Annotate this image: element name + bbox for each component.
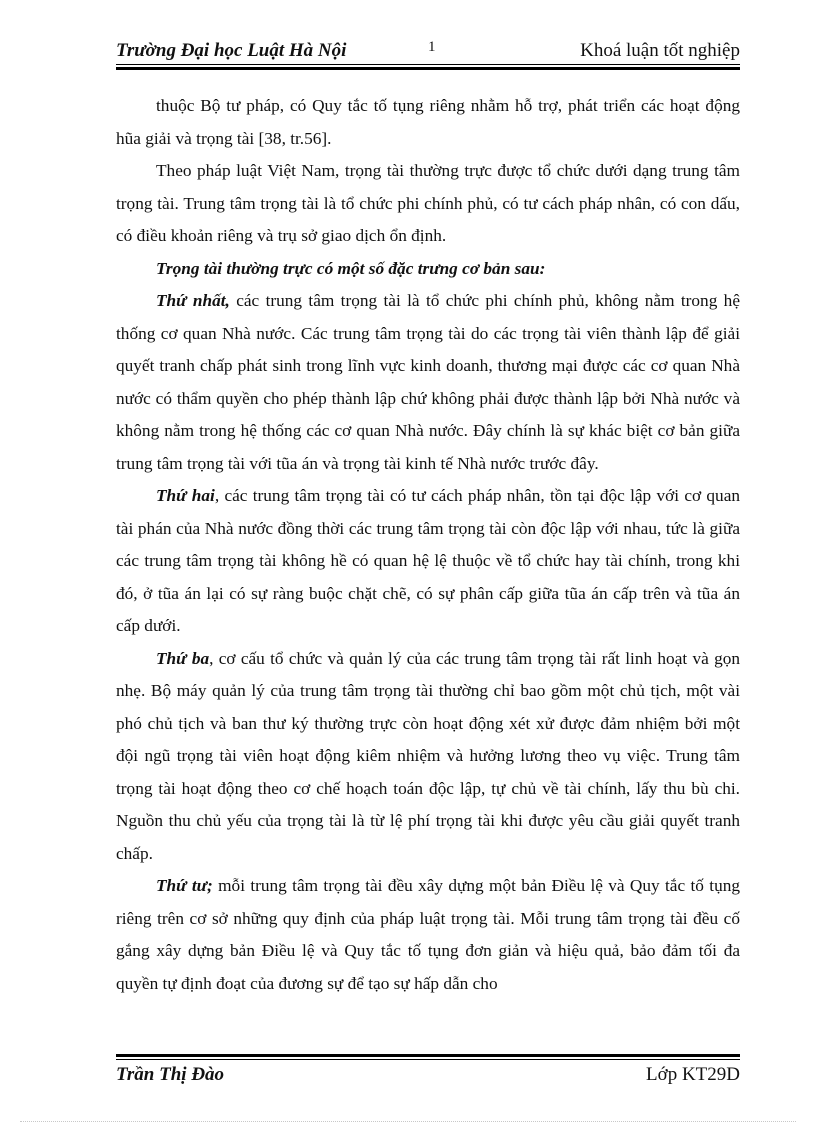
header-university: Trường Đại học Luật Hà Nội — [116, 40, 347, 61]
header-document-type: Khoá luận tốt nghiệp — [580, 40, 740, 61]
paragraph-6-text: mỗi trung tâm trọng tài đều xây dựng một bản Điều lệ và Quy tắc tố tụng riêng trên cơ sở những quy định của pháp luật trọng tài. Mỗi trung tâm trọng tài đều cố gắng xây dựng bản Điều lệ và Quy tắc tố tụng đơn giản và hiệu quả, bảo đảm tối đa quyền tự định đoạt của đương sự để tạo sự hấp dẫn cho — [116, 876, 740, 993]
header-rule-thin — [116, 64, 740, 65]
paragraph-5-label: Thứ ba — [156, 648, 210, 668]
page-footer — [116, 1062, 740, 1088]
header-rule-thick — [116, 67, 740, 70]
subheading: Trọng tài thường trực có một số đặc trưng cơ bản sau: — [156, 258, 546, 278]
paragraph-1: thuộc Bộ tư pháp, có Quy tắc tố tụng riêng nhằm hỗ trợ, phát triển các hoạt động hũa giải và trọng tài [38, tr.56]. — [116, 96, 740, 148]
footer-rule-thin — [116, 1059, 740, 1060]
paragraph-4 — [116, 480, 740, 643]
paragraph-5 — [116, 643, 740, 871]
paragraph-6 — [116, 870, 740, 1000]
paragraph-3-text: các trung tâm trọng tài là tổ chức phi chính phủ, không nằm trong hệ thống cơ quan Nhà nước. Các trung tâm trọng tài do các trọng tài viên thành lập để giải quyết tranh chấp phát sinh trong lĩnh vực kinh doanh, thương mại được các cơ quan Nhà nước có thẩm quyền cho phép thành lập chứ không phải được thành lập bởi Nhà nước và không nằm trong hệ thống các cơ quan Nhà nước. Đây chính là sự khác biệt cơ bản giữa trung tâm trọng tài với tũa án và trọng tài kinh tế Nhà nước trước đây. — [116, 291, 740, 473]
footer-class: Lớp KT29D — [646, 1064, 740, 1085]
page-header — [116, 36, 740, 64]
paragraph-2: Theo pháp luật Việt Nam, trọng tài thường trực được tổ chức dưới dạng trung tâm trọng tài. Trung tâm trọng tài là tổ chức phi chính phủ, có tư cách pháp nhân, có con dấu, có điều khoản riêng và trụ sở giao dịch ổn định. — [116, 161, 740, 245]
paragraph-4-text: , các trung tâm trọng tài có tư cách pháp nhân, tồn tại độc lập với cơ quan tài phán của Nhà nước đồng thời các trung tâm trọng tài còn độc lập với nhau, tức là giữa các trung tâm trọng tài không hề có quan hệ lệ thuộc về tổ chức hay tài chính, trong khi đó, ở tũa án lại có sự ràng buộc chặt chẽ, có sự phân cấp giữa tũa án cấp trên và tũa án cấp dưới. — [116, 486, 741, 635]
footer-rule-thick — [116, 1054, 740, 1057]
paragraph-6-label: Thứ tư; — [156, 876, 213, 895]
page-bottom-border — [20, 1121, 796, 1122]
page-number: 1 — [428, 39, 436, 55]
paragraph-4-label: Thứ hai — [156, 486, 215, 505]
paragraph-5-text: , cơ cấu tổ chức và quản lý của các trung tâm trọng tài rất linh hoạt và gọn nhẹ. Bộ máy quản lý của trung tâm trọng tài thường chỉ bao gồm một chủ tịch, một vài phó chủ tịch và ban thư ký thường trực còn hoạt động xét xử được đảm nhiệm bởi một đội ngũ trọng tài viên hoạt động kiêm nhiệm và hưởng lương theo vụ việc. Trung tâm trọng tài hoạt động theo cơ chế hoạch toán độc lập, tự chủ về tài chính, lấy thu bù chi. Nguồn thu chủ yếu của trọng tài là từ lệ phí trọng tài khi được yêu cầu giải quyết tranh chấp. — [116, 648, 740, 863]
paragraph-3 — [116, 285, 740, 480]
footer-author: Trần Thị Đào — [116, 1064, 225, 1085]
paragraph-3-label: Thứ nhất, — [156, 291, 230, 310]
page-body — [116, 90, 740, 1000]
